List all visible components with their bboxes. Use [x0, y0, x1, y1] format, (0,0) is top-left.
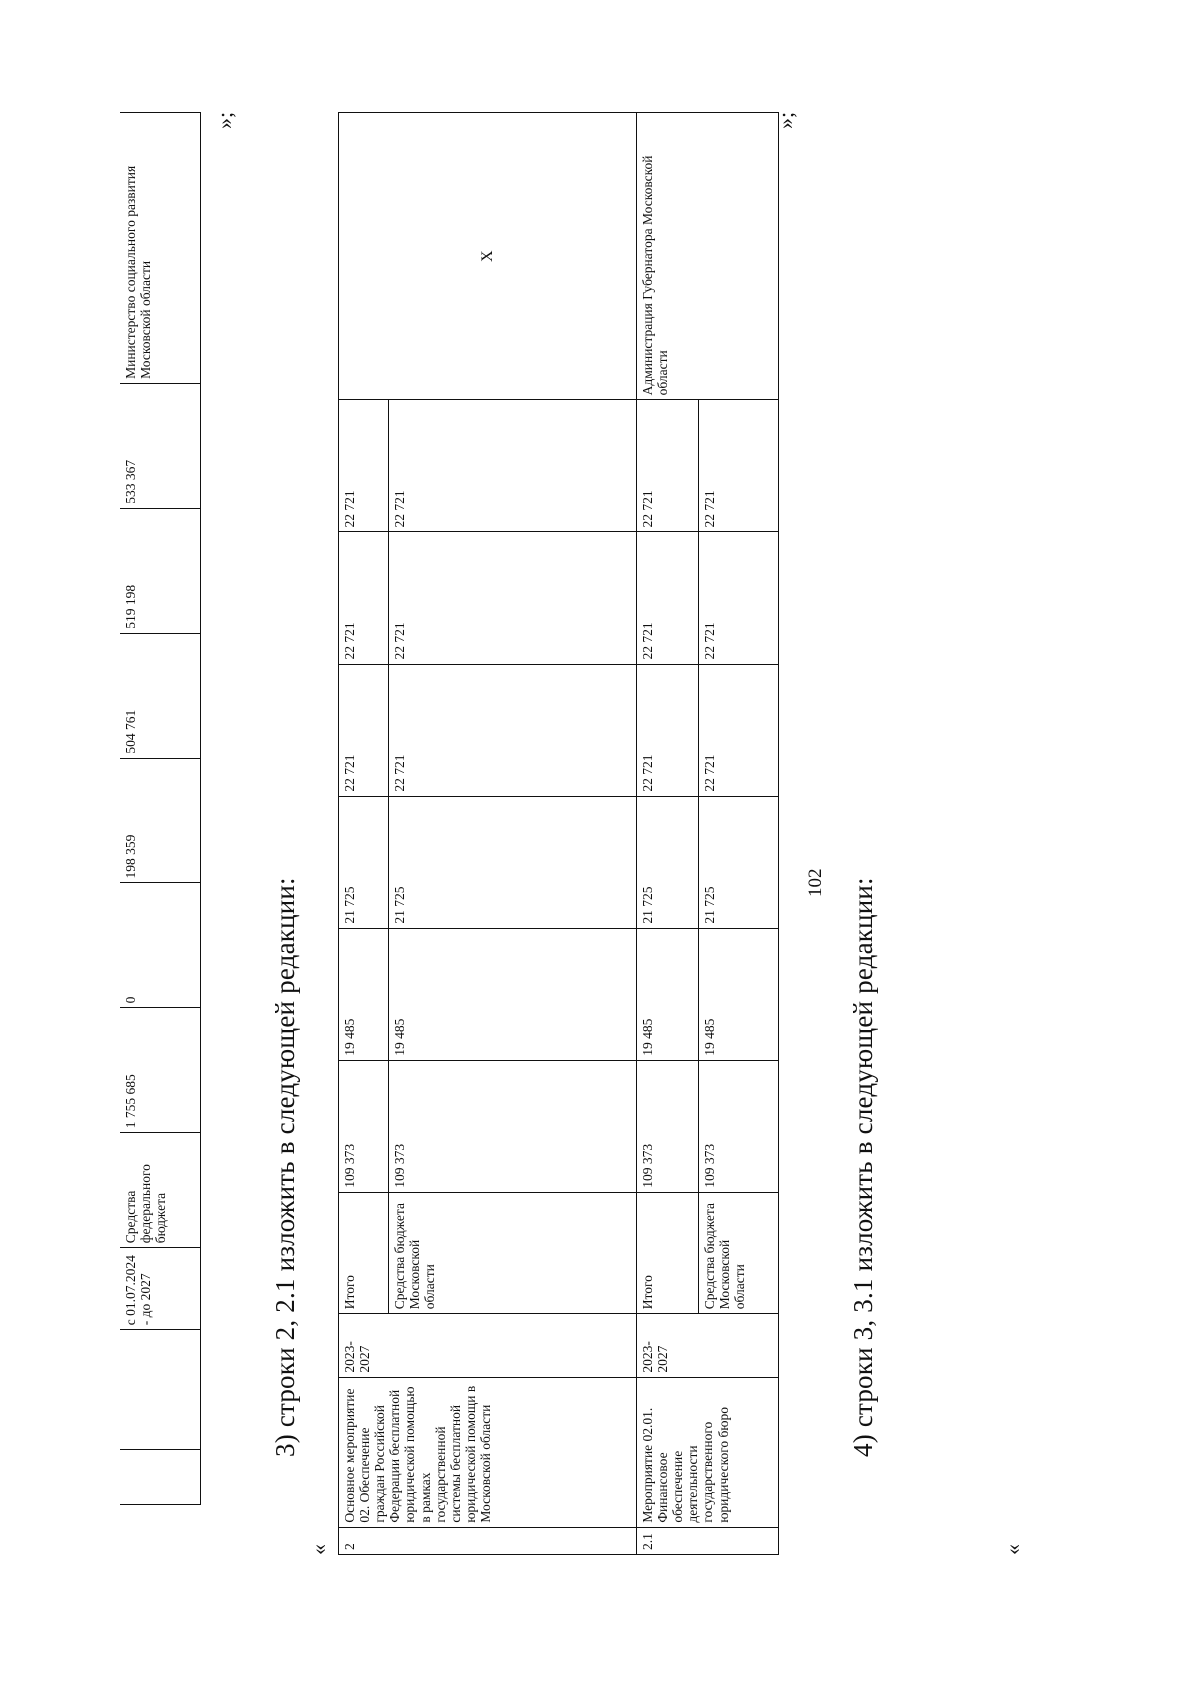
period-cell: с 01.07.2024 - до 2027: [120, 1248, 200, 1330]
x-mark-cell: Х: [339, 113, 637, 400]
executor-cell: Министерство социального развития Московской области: [120, 113, 200, 384]
source-cell: Средства федерального бюджета: [120, 1133, 200, 1248]
value-cell: 22 721: [699, 664, 779, 796]
value-cell: 19 485: [339, 928, 389, 1060]
period-cell: 2023-2027: [637, 1314, 779, 1377]
value-cell: 21 725: [637, 796, 699, 928]
source-label: Средства бюджета Московской области: [389, 1192, 637, 1313]
value-cell: 22 721: [389, 400, 637, 532]
row-number: 2.1: [637, 1527, 779, 1554]
value-cell: 21 725: [699, 796, 779, 928]
value-cell: 21 725: [389, 796, 637, 928]
source-label: Итого: [637, 1192, 699, 1313]
value-cell: 22 721: [389, 664, 637, 796]
source-label: Итого: [339, 1192, 389, 1313]
period-cell: 2023-2027: [339, 1314, 637, 1377]
table-row: [120, 113, 200, 1505]
value-cell: 109 373: [389, 1060, 637, 1192]
value-cell: 19 485: [637, 928, 699, 1060]
value-cell: 0: [120, 883, 200, 1008]
source-label: Средства бюджета Московской области: [699, 1192, 779, 1313]
value-cell: 1 755 685: [120, 1008, 200, 1133]
value-cell: 22 721: [699, 532, 779, 664]
activity-name: Мероприятие 02.01. Финансовое обеспечение деятельности государственного юридического бюро: [637, 1377, 779, 1527]
value-cell: 109 373: [637, 1060, 699, 1192]
row-number: 2: [339, 1527, 637, 1554]
table-row: [339, 113, 389, 1555]
value-cell: 109 373: [699, 1060, 779, 1192]
value-cell: 519 198: [120, 508, 200, 633]
table-row: [637, 113, 699, 1555]
opening-quote: «: [1000, 1544, 1025, 1555]
page-number: 102: [805, 868, 826, 897]
value-cell: 19 485: [699, 928, 779, 1060]
closing-quote: »;: [212, 111, 237, 129]
value-cell: 109 373: [339, 1060, 389, 1192]
opening-quote: «: [306, 1544, 331, 1555]
executor-cell: Администрация Губернатора Московской области: [637, 113, 779, 400]
value-cell: 22 721: [389, 532, 637, 664]
value-cell: 22 721: [339, 664, 389, 796]
value-cell: 22 721: [637, 532, 699, 664]
table-main: [338, 112, 779, 1555]
value-cell: 22 721: [637, 400, 699, 532]
value-cell: 22 721: [339, 400, 389, 532]
value-cell: 198 359: [120, 758, 200, 883]
value-cell: 504 761: [120, 633, 200, 758]
value-cell: 22 721: [339, 532, 389, 664]
activity-name: Основное мероприятие 02. Обеспечение граждан Российской Федерации бесплатной юридической помощью в рамках государственной системы бесплатной юридической помощи в Московской области: [339, 1377, 637, 1527]
section-heading: 3) строки 2, 2.1 изложить в следующей редакции:: [270, 877, 300, 1457]
section-heading: 4) строки 3, 3.1 изложить в следующей редакции:: [848, 877, 878, 1457]
closing-quote: »;: [773, 111, 798, 129]
value-cell: 19 485: [389, 928, 637, 1060]
value-cell: 22 721: [699, 400, 779, 532]
value-cell: 533 367: [120, 383, 200, 508]
value-cell: 21 725: [339, 796, 389, 928]
value-cell: 22 721: [637, 664, 699, 796]
table-continuation: [120, 112, 201, 1505]
